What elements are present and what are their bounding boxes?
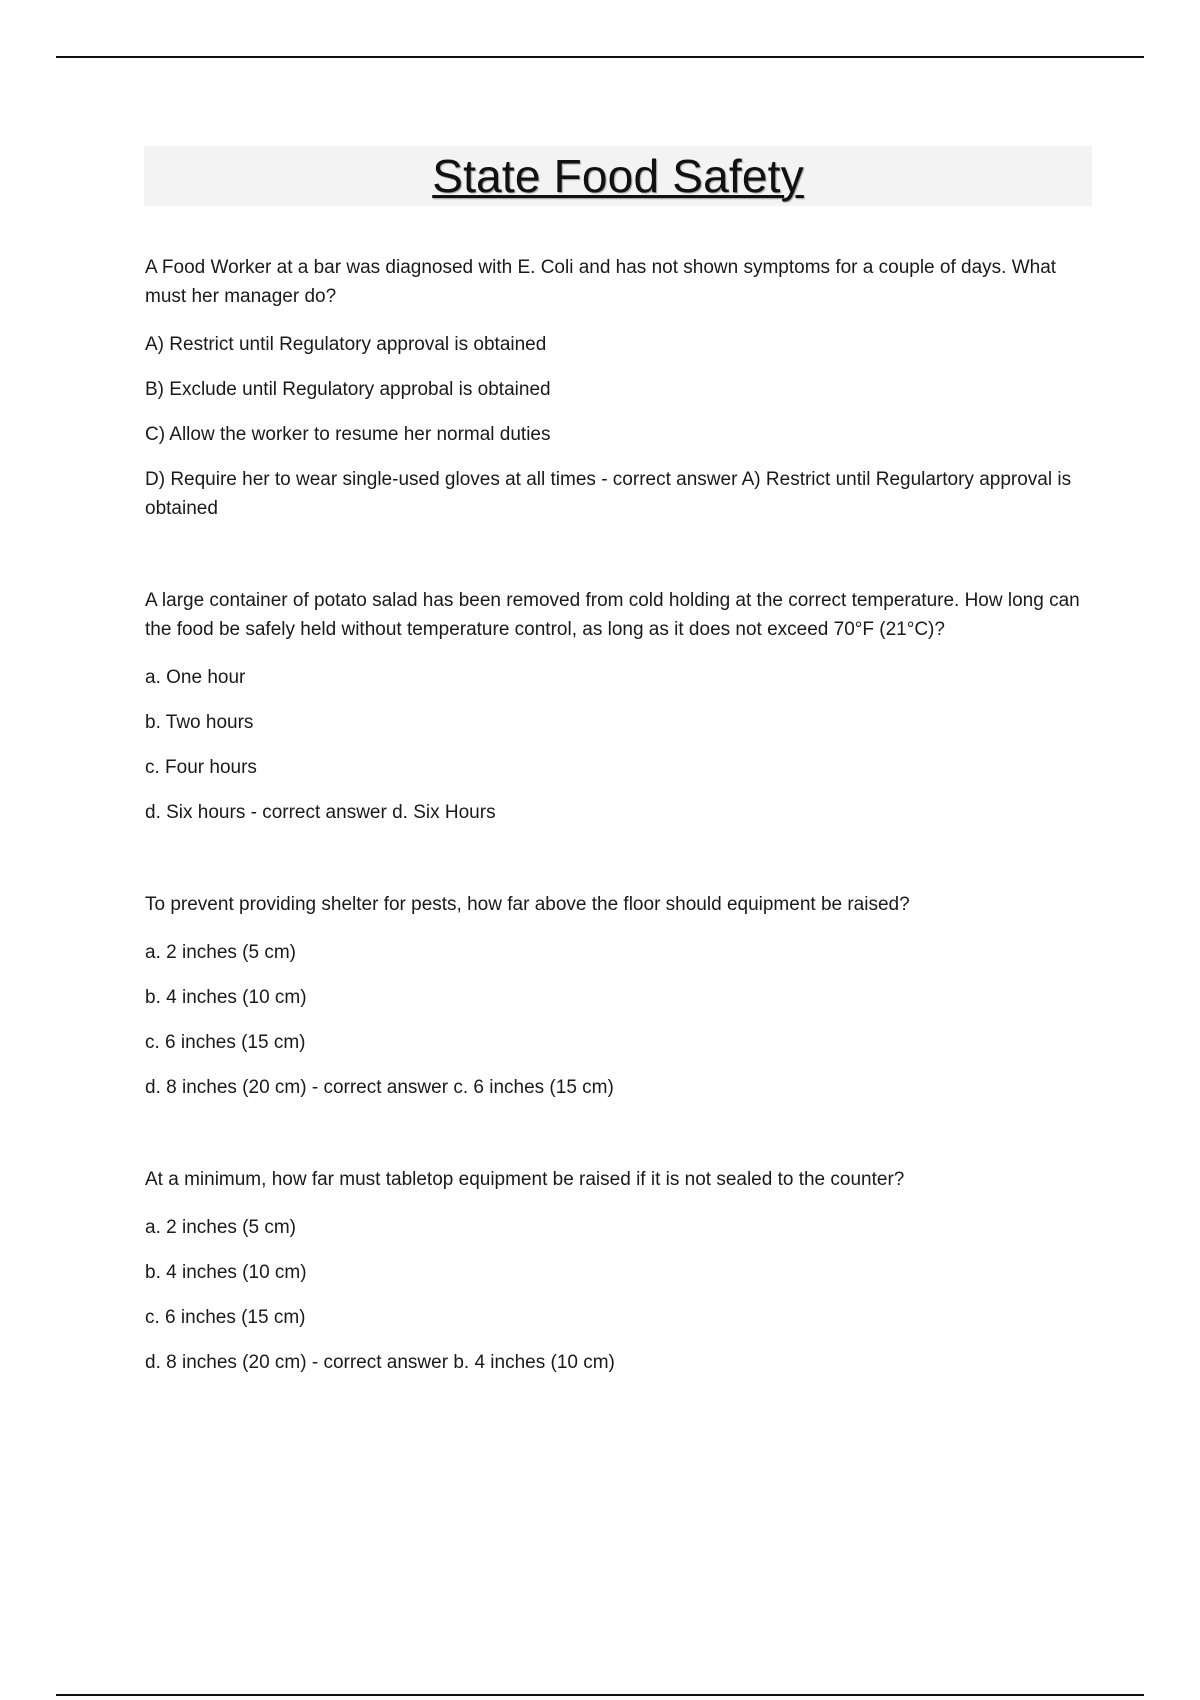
document-title: State Food Safety — [432, 150, 804, 202]
top-divider — [56, 56, 1144, 58]
question-text: At a minimum, how far must tabletop equipment be raised if it is not sealed to the counter? — [145, 1169, 905, 1190]
question-text: A Food Worker at a bar was diagnosed with E. Coli and has not shown symptoms for a couple of days. What must her manager do? — [145, 257, 1057, 307]
answer-option: c. 6 inches (15 cm) — [145, 1032, 306, 1053]
answer-option: C) Allow the worker to resume her normal duties — [145, 424, 551, 445]
answer-option: a. One hour — [145, 667, 246, 688]
bottom-divider — [56, 1694, 1144, 1696]
question-block-4 — [145, 1165, 1095, 1377]
answer-option: d. 8 inches (20 cm) - correct answer b. 4 inches (10 cm) — [145, 1352, 615, 1373]
answer-option: d. Six hours - correct answer d. Six Hours — [145, 802, 496, 823]
question-block-3 — [145, 890, 1095, 1102]
answer-option: b. Two hours — [145, 712, 254, 733]
question-text: A large container of potato salad has been removed from cold holding at the correct temperature. How long can the food be safely held without temperature control, as long as it does not exceed 70°F (21°C)? — [145, 590, 1080, 640]
answer-option: d. 8 inches (20 cm) - correct answer c. 6 inches (15 cm) — [145, 1077, 614, 1098]
answer-option: b. 4 inches (10 cm) — [145, 987, 307, 1008]
question-block-1 — [145, 253, 1095, 523]
answer-option: c. Four hours — [145, 757, 257, 778]
title-band — [144, 146, 1092, 206]
question-block-2 — [145, 586, 1095, 827]
answer-option: D) Require her to wear single-used gloves at all times - correct answer A) Restrict until Regulartory approval is obtained — [145, 469, 1072, 519]
answer-option: A) Restrict until Regulatory approval is obtained — [145, 334, 547, 355]
answer-option: b. 4 inches (10 cm) — [145, 1262, 307, 1283]
answer-option: a. 2 inches (5 cm) — [145, 942, 296, 963]
answer-option: B) Exclude until Regulatory approbal is obtained — [145, 379, 551, 400]
answer-option: a. 2 inches (5 cm) — [145, 1217, 296, 1238]
document-body — [145, 253, 1095, 1440]
question-text: To prevent providing shelter for pests, how far above the floor should equipment be raised? — [145, 894, 910, 915]
answer-option: c. 6 inches (15 cm) — [145, 1307, 306, 1328]
